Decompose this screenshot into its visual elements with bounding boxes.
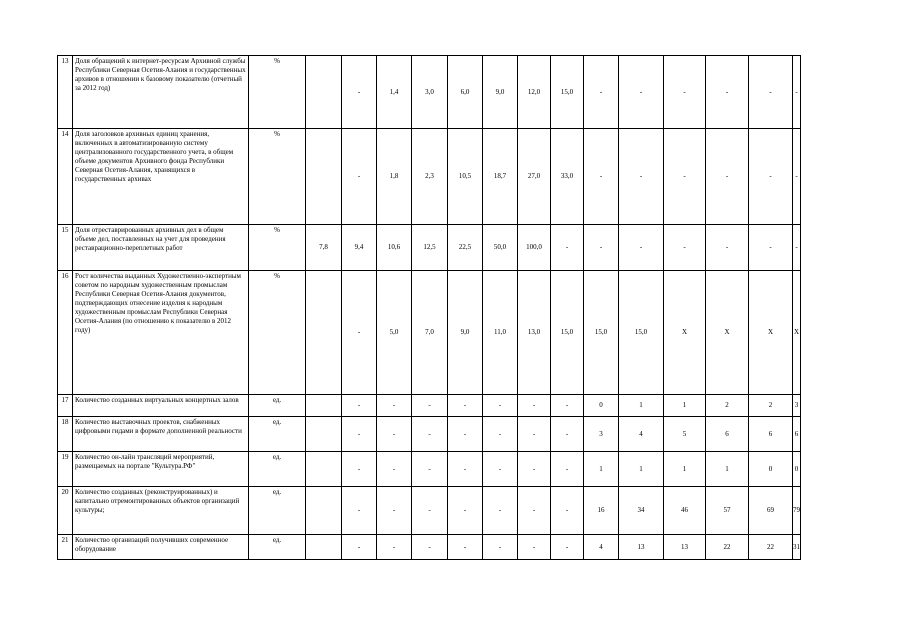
- value-cell: 4: [619, 417, 664, 452]
- value-cell: -: [342, 395, 377, 417]
- indicator-name: Доля заголовков архивных единиц хранения, включенных в автоматизированную систему централизованного государственного учета, в общем объеме документов Архивного фонда Республики Северная Осетия-Алания, хранящихся в государственных архивах: [73, 129, 249, 225]
- value-cell: -: [342, 56, 377, 129]
- value-cell: -: [342, 417, 377, 452]
- value-cell: 5,0: [377, 271, 412, 395]
- row-number: 15: [58, 225, 73, 271]
- value-cell: -: [551, 417, 584, 452]
- value-cell: [306, 535, 342, 560]
- value-cell: 1: [664, 395, 706, 417]
- row-number: 17: [58, 395, 73, 417]
- unit-cell: ед.: [249, 395, 306, 417]
- table-row: [58, 535, 801, 560]
- indicator-name: Количество организаций получивших современное оборудование: [73, 535, 249, 560]
- indicator-name: Количество он-лайн трансляций мероприятий, размещаемых на портале "Культура.РФ": [73, 452, 249, 487]
- table-row: [58, 417, 801, 452]
- value-cell: 1: [619, 452, 664, 487]
- table-row: [58, 271, 801, 395]
- value-cell: 6: [793, 417, 801, 452]
- value-cell: -: [412, 535, 448, 560]
- value-cell: 100,0: [518, 225, 551, 271]
- value-cell: 15,0: [619, 271, 664, 395]
- row-number: 21: [58, 535, 73, 560]
- value-cell: -: [412, 395, 448, 417]
- value-cell: [306, 452, 342, 487]
- unit-cell: ед.: [249, 452, 306, 487]
- value-cell: -: [551, 395, 584, 417]
- value-cell: 3: [584, 417, 619, 452]
- value-cell: 16: [584, 487, 619, 535]
- value-cell: -: [448, 452, 483, 487]
- value-cell: 6: [749, 417, 793, 452]
- row-number: 19: [58, 452, 73, 487]
- value-cell: -: [793, 129, 801, 225]
- value-cell: [306, 417, 342, 452]
- row-number: 16: [58, 271, 73, 395]
- value-cell: [306, 487, 342, 535]
- value-cell: [306, 56, 342, 129]
- value-cell: 7,8: [306, 225, 342, 271]
- value-cell: 6: [706, 417, 749, 452]
- value-cell: -: [342, 452, 377, 487]
- table-row: [58, 225, 801, 271]
- indicators-table: [57, 55, 801, 560]
- unit-cell: %: [249, 56, 306, 129]
- value-cell: -: [518, 395, 551, 417]
- value-cell: 0: [793, 452, 801, 487]
- value-cell: X: [793, 271, 801, 395]
- value-cell: 9,0: [448, 271, 483, 395]
- value-cell: -: [584, 225, 619, 271]
- value-cell: 1,4: [377, 56, 412, 129]
- value-cell: -: [412, 417, 448, 452]
- value-cell: 9,4: [342, 225, 377, 271]
- value-cell: [306, 129, 342, 225]
- value-cell: -: [551, 225, 584, 271]
- table-row: [58, 395, 801, 417]
- value-cell: -: [664, 129, 706, 225]
- value-cell: -: [412, 452, 448, 487]
- value-cell: 33,0: [551, 129, 584, 225]
- value-cell: -: [518, 452, 551, 487]
- unit-cell: %: [249, 225, 306, 271]
- value-cell: -: [342, 129, 377, 225]
- value-cell: 2: [749, 395, 793, 417]
- table-body: [58, 56, 801, 560]
- value-cell: -: [448, 417, 483, 452]
- value-cell: -: [793, 56, 801, 129]
- value-cell: 1: [664, 452, 706, 487]
- value-cell: -: [342, 271, 377, 395]
- value-cell: -: [619, 129, 664, 225]
- value-cell: -: [706, 129, 749, 225]
- table-row: [58, 56, 801, 129]
- value-cell: -: [377, 487, 412, 535]
- value-cell: 7,0: [412, 271, 448, 395]
- unit-cell: ед.: [249, 417, 306, 452]
- value-cell: -: [664, 225, 706, 271]
- value-cell: -: [664, 56, 706, 129]
- value-cell: 3,0: [412, 56, 448, 129]
- value-cell: -: [518, 417, 551, 452]
- value-cell: -: [619, 225, 664, 271]
- value-cell: -: [483, 487, 518, 535]
- value-cell: -: [749, 225, 793, 271]
- value-cell: 50,0: [483, 225, 518, 271]
- value-cell: 13: [664, 535, 706, 560]
- value-cell: -: [551, 487, 584, 535]
- row-number: 18: [58, 417, 73, 452]
- value-cell: -: [619, 56, 664, 129]
- value-cell: [306, 271, 342, 395]
- value-cell: -: [483, 452, 518, 487]
- value-cell: -: [483, 395, 518, 417]
- value-cell: 2,3: [412, 129, 448, 225]
- value-cell: [306, 395, 342, 417]
- unit-cell: %: [249, 129, 306, 225]
- indicator-name: Рост количества выданных Художественно-экспертным советом по народным художественным промыслам Республики Северная Осетия-Алания документов, подтверждающих отнесение изделия к народным художественным промыслам Республики Северная Осетия-Алания (по отношению к показателю в 2012 году): [73, 271, 249, 395]
- value-cell: 13: [619, 535, 664, 560]
- value-cell: 18,7: [483, 129, 518, 225]
- value-cell: 0: [584, 395, 619, 417]
- indicator-name: Количество созданных виртуальных концертных залов: [73, 395, 249, 417]
- row-number: 14: [58, 129, 73, 225]
- value-cell: 1: [584, 452, 619, 487]
- value-cell: 0: [749, 452, 793, 487]
- value-cell: -: [793, 225, 801, 271]
- row-number: 20: [58, 487, 73, 535]
- value-cell: 1,8: [377, 129, 412, 225]
- value-cell: 3: [793, 395, 801, 417]
- value-cell: -: [342, 487, 377, 535]
- indicator-name: Количество выставочных проектов, снабженных цифровыми гидами в формате дополненной реальности: [73, 417, 249, 452]
- value-cell: 34: [619, 487, 664, 535]
- indicator-name: Доля обращений к интернет-ресурсам Архивной службы Республики Северная Осетия-Алания и государственных архивов в отношении к базовому показателю (отчетный за 2012 год): [73, 56, 249, 129]
- value-cell: 22: [706, 535, 749, 560]
- value-cell: 31: [793, 535, 801, 560]
- value-cell: -: [518, 535, 551, 560]
- value-cell: 10,6: [377, 225, 412, 271]
- value-cell: -: [448, 535, 483, 560]
- value-cell: 12,5: [412, 225, 448, 271]
- value-cell: -: [551, 452, 584, 487]
- value-cell: -: [342, 535, 377, 560]
- value-cell: 5: [664, 417, 706, 452]
- value-cell: 15,0: [584, 271, 619, 395]
- value-cell: -: [412, 487, 448, 535]
- value-cell: 69: [749, 487, 793, 535]
- value-cell: -: [483, 417, 518, 452]
- value-cell: 13,0: [518, 271, 551, 395]
- value-cell: 57: [706, 487, 749, 535]
- value-cell: -: [377, 535, 412, 560]
- value-cell: 1: [706, 452, 749, 487]
- indicator-name: Доля отреставрированных архивных дел в общем объеме дел, поставленных на учет для проведения реставрационно-переплетных работ: [73, 225, 249, 271]
- value-cell: 12,0: [518, 56, 551, 129]
- value-cell: 79: [793, 487, 801, 535]
- table-row: [58, 452, 801, 487]
- value-cell: -: [377, 417, 412, 452]
- value-cell: -: [706, 56, 749, 129]
- value-cell: 15,0: [551, 271, 584, 395]
- value-cell: 22,5: [448, 225, 483, 271]
- value-cell: -: [749, 56, 793, 129]
- value-cell: -: [749, 129, 793, 225]
- unit-cell: ед.: [249, 487, 306, 535]
- value-cell: -: [377, 395, 412, 417]
- value-cell: 10,5: [448, 129, 483, 225]
- value-cell: -: [584, 56, 619, 129]
- value-cell: X: [749, 271, 793, 395]
- value-cell: -: [706, 225, 749, 271]
- value-cell: 6,0: [448, 56, 483, 129]
- value-cell: -: [448, 395, 483, 417]
- value-cell: -: [551, 535, 584, 560]
- row-number: 13: [58, 56, 73, 129]
- value-cell: X: [706, 271, 749, 395]
- unit-cell: ед.: [249, 535, 306, 560]
- unit-cell: %: [249, 271, 306, 395]
- value-cell: 27,0: [518, 129, 551, 225]
- table-row: [58, 487, 801, 535]
- table-row: [58, 129, 801, 225]
- value-cell: -: [377, 452, 412, 487]
- value-cell: -: [584, 129, 619, 225]
- value-cell: 1: [619, 395, 664, 417]
- value-cell: 2: [706, 395, 749, 417]
- value-cell: 4: [584, 535, 619, 560]
- value-cell: X: [664, 271, 706, 395]
- value-cell: -: [448, 487, 483, 535]
- indicator-name: Количество созданных (реконструированных) и капитально отремонтированных объектов организаций культуры;: [73, 487, 249, 535]
- value-cell: 9,0: [483, 56, 518, 129]
- value-cell: 11,0: [483, 271, 518, 395]
- value-cell: -: [483, 535, 518, 560]
- value-cell: 22: [749, 535, 793, 560]
- value-cell: -: [518, 487, 551, 535]
- value-cell: 15,0: [551, 56, 584, 129]
- value-cell: 46: [664, 487, 706, 535]
